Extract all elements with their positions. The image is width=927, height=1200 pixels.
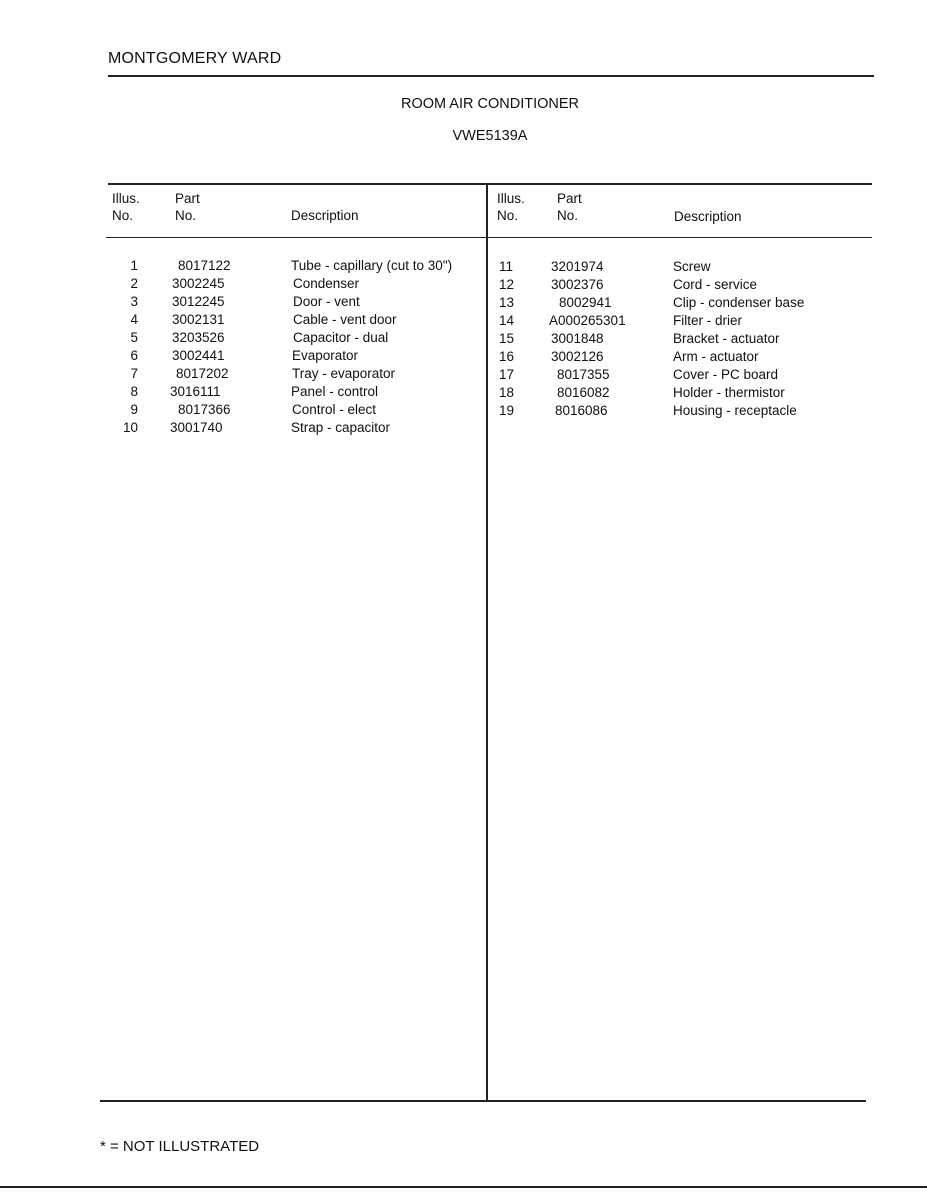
part-number: 3016111 bbox=[170, 384, 221, 399]
left-part-header bbox=[175, 190, 200, 224]
illus-number: 11 bbox=[499, 259, 514, 274]
part-number: 3001740 bbox=[170, 420, 223, 435]
description: Tube - capillary (cut to 30") bbox=[291, 258, 453, 273]
description: Strap - capacitor bbox=[291, 420, 391, 435]
part-number: 3002131 bbox=[172, 312, 225, 327]
table-header-rule bbox=[106, 237, 872, 238]
description: Screw bbox=[673, 259, 711, 274]
illus-number: 8 bbox=[130, 384, 138, 399]
part-number: 3002245 bbox=[172, 276, 225, 291]
part-number: 3012245 bbox=[172, 294, 225, 309]
left-illus-header bbox=[112, 190, 140, 224]
part-number: 8017355 bbox=[557, 367, 610, 382]
page-bottom-rule bbox=[0, 1186, 927, 1188]
description: Arm - actuator bbox=[673, 349, 759, 364]
right-part-header bbox=[557, 190, 582, 224]
part-number: 8017202 bbox=[176, 366, 229, 381]
description: Condenser bbox=[293, 276, 360, 291]
description: Control - elect bbox=[292, 402, 377, 417]
part-header-line2: No. bbox=[175, 208, 197, 223]
description: Cable - vent door bbox=[293, 312, 397, 327]
illus-number: 16 bbox=[499, 349, 515, 364]
part-number: A000265301 bbox=[549, 313, 626, 328]
illus-number: 9 bbox=[130, 402, 138, 417]
illus-number: 7 bbox=[130, 366, 138, 381]
illus-number: 18 bbox=[499, 385, 515, 400]
illus-header-line1: Illus. bbox=[112, 191, 140, 206]
model-number: VWE5139A bbox=[452, 128, 528, 144]
illus-number: 15 bbox=[499, 331, 515, 346]
left-description-header: Description bbox=[291, 208, 359, 223]
description: Holder - thermistor bbox=[673, 385, 785, 400]
part-header-line1: Part bbox=[557, 191, 582, 206]
description: Cord - service bbox=[673, 277, 758, 292]
illus-number: 10 bbox=[122, 420, 138, 435]
part-header-line2: No. bbox=[557, 208, 579, 223]
description: Housing - receptacle bbox=[673, 403, 797, 418]
part-number: 3203526 bbox=[172, 330, 225, 345]
illus-number: 3 bbox=[130, 294, 138, 309]
header-rule bbox=[108, 75, 874, 77]
illus-number: 1 bbox=[130, 258, 138, 273]
illus-number: 19 bbox=[499, 403, 515, 418]
column-divider bbox=[486, 183, 488, 1101]
description: Filter - drier bbox=[673, 313, 743, 328]
part-number: 3002376 bbox=[551, 277, 604, 292]
illus-number: 12 bbox=[499, 277, 515, 292]
not-illustrated-note: * = NOT ILLUSTRATED bbox=[100, 1138, 260, 1155]
illus-number: 5 bbox=[130, 330, 138, 345]
part-number: 8017122 bbox=[178, 258, 231, 273]
table-top-rule bbox=[108, 183, 872, 185]
table-bottom-rule bbox=[100, 1100, 866, 1102]
illus-number: 14 bbox=[499, 313, 515, 328]
description: Evaporator bbox=[292, 348, 359, 363]
right-illus-header bbox=[497, 190, 525, 224]
part-number: 3002126 bbox=[551, 349, 604, 364]
illus-number: 4 bbox=[130, 312, 138, 327]
description: Door - vent bbox=[293, 294, 360, 309]
part-header-line1: Part bbox=[175, 191, 200, 206]
part-number: 8016086 bbox=[555, 403, 608, 418]
part-number: 8017366 bbox=[178, 402, 231, 417]
part-number: 3201974 bbox=[551, 259, 604, 274]
part-number: 3001848 bbox=[551, 331, 604, 346]
right-description-header: Description bbox=[674, 209, 742, 224]
description: Cover - PC board bbox=[673, 367, 779, 382]
illus-number: 13 bbox=[499, 295, 515, 310]
description: Capacitor - dual bbox=[293, 330, 389, 345]
part-number: 8002941 bbox=[559, 295, 612, 310]
illus-number: 2 bbox=[130, 276, 138, 291]
illus-number: 17 bbox=[499, 367, 515, 382]
illus-header-line2: No. bbox=[112, 208, 134, 223]
part-number: 8016082 bbox=[557, 385, 610, 400]
document-title: ROOM AIR CONDITIONER bbox=[400, 96, 580, 112]
description: Bracket - actuator bbox=[673, 331, 780, 346]
illus-header-line2: No. bbox=[497, 208, 519, 223]
part-number: 3002441 bbox=[172, 348, 225, 363]
description: Panel - control bbox=[291, 384, 379, 399]
brand-name: MONTGOMERY WARD bbox=[108, 50, 282, 67]
description: Clip - condenser base bbox=[673, 295, 805, 310]
description: Tray - evaporator bbox=[292, 366, 396, 381]
illus-header-line1: Illus. bbox=[497, 191, 525, 206]
illus-number: 6 bbox=[130, 348, 138, 363]
